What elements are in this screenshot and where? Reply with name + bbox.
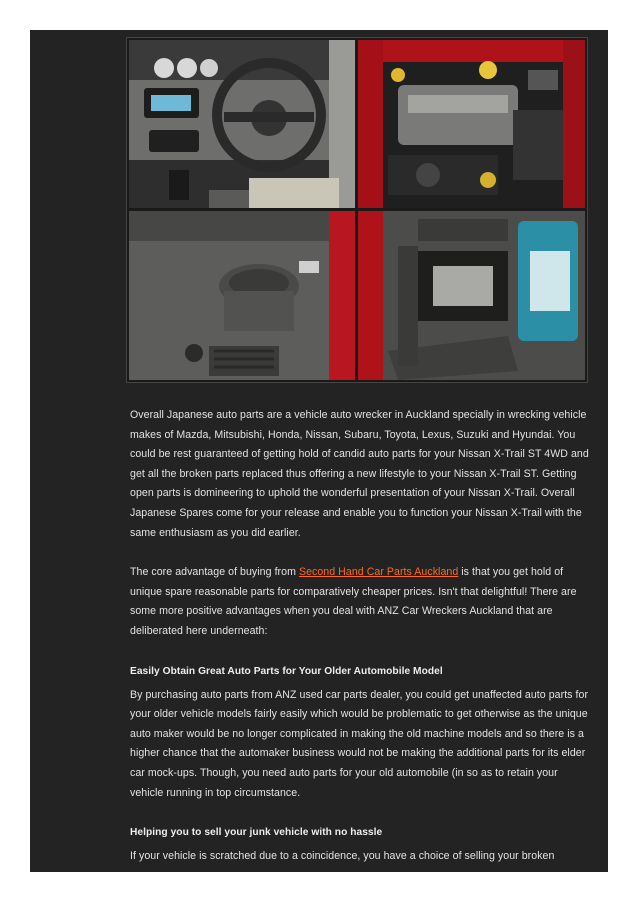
section-heading-junk-vehicle: Helping you to sell your junk vehicle with no hassle <box>130 827 383 839</box>
car-photo-collage <box>126 37 588 383</box>
section-heading-older-models: Easily Obtain Great Auto Parts for Your Older Automobile Model <box>130 665 443 677</box>
dashboard-photo <box>129 40 355 208</box>
junk-vehicle-paragraph: If your vehicle is scratched due to a coincidence, you have a choice of selling your broken <box>130 850 555 863</box>
second-hand-parts-link[interactable]: Second Hand Car Parts Auckland <box>298 566 459 579</box>
intro-paragraph: Overall Japanese auto parts are a vehicle auto wrecker in Auckland specially in wrecking vehicle makes of Mazda, Mitsubishi, Honda, Nissan, Subaru, Toyota, Lexus, Suzuki and Hyundai. You could be rest guaranteed of getting hold of candid auto parts for your Nissan X-Trail ST 4WD and get all the broken parts replaced thus offering a new lifestyle to your Nissan X-Trail ST. Getting open parts is domineering to uphold the wonderful presentation of your Nissan X-Trail. Overall Japanese Spares come for your release and enable you to function your Nissan X-Trail with the same enthusiasm as you did earlier. <box>130 409 589 539</box>
article-body <box>130 406 590 872</box>
older-models-paragraph: By purchasing auto parts from ANZ used car parts dealer, you could get unaffected auto parts for your older vehicle models fairly easily which would be problematic to get otherwise as the unique auto maker would be no longer complicated in making the old machine models and so there is a higher chance that the automaker business would not be making the additional parts for its elder car mock-ups. Though, you need auto parts for your old automobile (in so as to retain your vehicle running in top circumstance. <box>130 688 589 799</box>
advantage-text-start: The core advantage of buying from <box>130 566 299 579</box>
document-page <box>30 30 608 872</box>
cupholder-photo <box>129 211 355 380</box>
advantage-text-end: is that you get hold of unique spare reasonable parts for comparatively cheaper prices. Isn't that delightful! There are some more positive advantages when you deal with ANZ Car Wreckers Auckland that are deliberated here underneath: <box>130 566 577 637</box>
engine-bay-photo <box>358 40 585 208</box>
advantage-paragraph <box>130 563 590 641</box>
glovebox-photo <box>358 211 585 380</box>
